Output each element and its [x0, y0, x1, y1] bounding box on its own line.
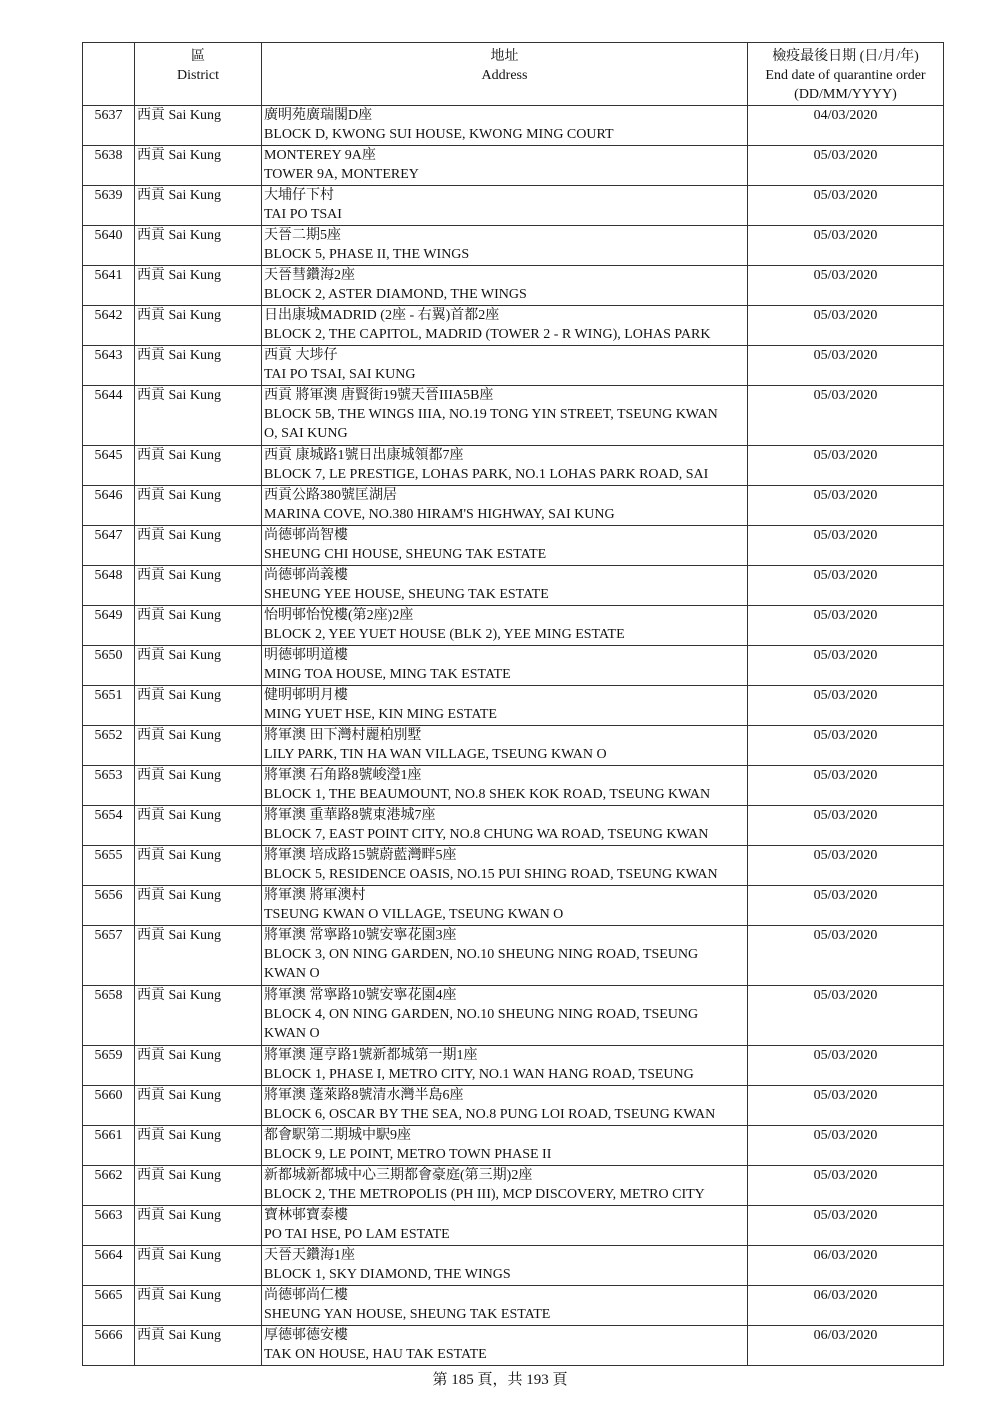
table-row [83, 1326, 944, 1366]
row-address [262, 606, 748, 646]
address-line: 寶林邨寶泰樓 [264, 1208, 348, 1223]
row-address [262, 806, 748, 846]
row-quarantine-end-date: 05/03/2020 [748, 226, 944, 266]
row-number: 5663 [83, 1206, 135, 1246]
row-address [262, 226, 748, 266]
row-district: 西貢 Sai Kung [135, 486, 262, 526]
row-number: 5641 [83, 266, 135, 306]
table-row [83, 846, 944, 886]
address-line: 新都城新都城中心三期都會豪庭(第三期)2座 [264, 1168, 533, 1183]
row-quarantine-end-date: 06/03/2020 [748, 1246, 944, 1286]
address-line: 將軍澳 培成路15號蔚藍灣畔5座 [264, 848, 457, 863]
row-quarantine-end-date: 05/03/2020 [748, 726, 944, 766]
address-line: BLOCK 1, THE BEAUMOUNT, NO.8 SHEK KOK ROAD, TSEUNG KWAN [264, 787, 711, 802]
row-address [262, 886, 748, 926]
row-address [262, 186, 748, 226]
row-number: 5651 [83, 686, 135, 726]
header-address [262, 43, 748, 106]
row-district: 西貢 Sai Kung [135, 106, 262, 146]
row-quarantine-end-date: 05/03/2020 [748, 1166, 944, 1206]
row-quarantine-end-date: 05/03/2020 [748, 1086, 944, 1126]
address-line: BLOCK 2, YEE YUET HOUSE (BLK 2), YEE MING ESTATE [264, 627, 625, 642]
row-number: 5639 [83, 186, 135, 226]
row-district: 西貢 Sai Kung [135, 306, 262, 346]
row-address [262, 1086, 748, 1126]
row-district: 西貢 Sai Kung [135, 1126, 262, 1166]
address-line: SHEUNG YAN HOUSE, SHEUNG TAK ESTATE [264, 1307, 551, 1322]
address-line: KWAN O [264, 1026, 320, 1041]
address-line: TOWER 9A, MONTEREY [264, 167, 419, 182]
row-address [262, 106, 748, 146]
address-line: O, SAI KUNG [264, 426, 348, 441]
row-address [262, 646, 748, 686]
row-address [262, 1246, 748, 1286]
address-line: 尚德邨尚智樓 [264, 528, 348, 543]
row-district: 西貢 Sai Kung [135, 1206, 262, 1246]
row-number: 5653 [83, 766, 135, 806]
row-district: 西貢 Sai Kung [135, 886, 262, 926]
row-number: 5664 [83, 1246, 135, 1286]
header-date-zh: 檢疫最後日期 (日/月/年) [772, 49, 919, 64]
table-row [83, 1046, 944, 1086]
address-line: BLOCK 2, THE CAPITOL, MADRID (TOWER 2 - R WING), LOHAS PARK [264, 327, 711, 342]
address-line: BLOCK 7, EAST POINT CITY, NO.8 CHUNG WA ROAD, TSEUNG KWAN [264, 827, 709, 842]
address-line: KWAN O [264, 966, 320, 981]
table-row [83, 526, 944, 566]
row-address [262, 766, 748, 806]
row-address [262, 1126, 748, 1166]
row-address [262, 1286, 748, 1326]
address-line: 天晉彗鑽海2座 [264, 268, 355, 283]
row-address [262, 1206, 748, 1246]
address-line: 尚德邨尚義樓 [264, 568, 348, 583]
address-line: TAK ON HOUSE, HAU TAK ESTATE [264, 1347, 487, 1362]
address-line: BLOCK 7, LE PRESTIGE, LOHAS PARK, NO.1 LOHAS PARK ROAD, SAI [264, 467, 709, 482]
row-number: 5654 [83, 806, 135, 846]
row-district: 西貢 Sai Kung [135, 686, 262, 726]
row-district: 西貢 Sai Kung [135, 606, 262, 646]
row-quarantine-end-date: 06/03/2020 [748, 1286, 944, 1326]
table-row [83, 486, 944, 526]
table-row [83, 1206, 944, 1246]
row-district: 西貢 Sai Kung [135, 266, 262, 306]
row-number: 5642 [83, 306, 135, 346]
row-number: 5661 [83, 1126, 135, 1166]
table-row [83, 686, 944, 726]
address-line: LILY PARK, TIN HA WAN VILLAGE, TSEUNG KWAN O [264, 747, 607, 762]
row-quarantine-end-date: 05/03/2020 [748, 526, 944, 566]
table-row [83, 146, 944, 186]
header-district [135, 43, 262, 106]
address-line: BLOCK 5, PHASE II, THE WINGS [264, 247, 470, 262]
table-header-row [83, 43, 944, 106]
address-line: 將軍澳 重華路8號東港城7座 [264, 808, 436, 823]
address-line: SHEUNG YEE HOUSE, SHEUNG TAK ESTATE [264, 587, 549, 602]
row-number: 5662 [83, 1166, 135, 1206]
address-line: 西貢公路380號匡湖居 [264, 488, 397, 503]
row-number: 5649 [83, 606, 135, 646]
row-quarantine-end-date: 05/03/2020 [748, 806, 944, 846]
address-line: 將軍澳 運亨路1號新都城第一期1座 [264, 1048, 478, 1063]
row-quarantine-end-date: 05/03/2020 [748, 886, 944, 926]
address-line: PO TAI HSE, PO LAM ESTATE [264, 1227, 450, 1242]
table-row [83, 986, 944, 1046]
table-row [83, 1166, 944, 1206]
row-address [262, 986, 748, 1046]
table-row [83, 566, 944, 606]
table-row [83, 1086, 944, 1126]
row-quarantine-end-date: 05/03/2020 [748, 986, 944, 1046]
row-number: 5665 [83, 1286, 135, 1326]
row-quarantine-end-date: 05/03/2020 [748, 1126, 944, 1166]
row-address [262, 146, 748, 186]
row-number: 5646 [83, 486, 135, 526]
row-address [262, 686, 748, 726]
row-address [262, 1166, 748, 1206]
address-line: 將軍澳 將軍澳村 [264, 888, 366, 903]
address-line: BLOCK D, KWONG SUI HOUSE, KWONG MING COURT [264, 127, 614, 142]
row-address [262, 386, 748, 446]
row-district: 西貢 Sai Kung [135, 646, 262, 686]
address-line: 大埔仔下村 [264, 188, 334, 203]
row-district: 西貢 Sai Kung [135, 726, 262, 766]
table-row [83, 646, 944, 686]
row-district: 西貢 Sai Kung [135, 1326, 262, 1366]
table-row [83, 766, 944, 806]
address-line: 廣明苑廣瑞閣D座 [264, 108, 373, 123]
row-address [262, 566, 748, 606]
row-number: 5660 [83, 1086, 135, 1126]
row-number: 5648 [83, 566, 135, 606]
row-district: 西貢 Sai Kung [135, 346, 262, 386]
header-district-en: District [177, 68, 219, 83]
address-line: TAI PO TSAI, SAI KUNG [264, 367, 416, 382]
table-row [83, 726, 944, 766]
address-line: BLOCK 5B, THE WINGS IIIA, NO.19 TONG YIN STREET, TSEUNG KWAN [264, 407, 718, 422]
address-line: MING YUET HSE, KIN MING ESTATE [264, 707, 497, 722]
address-line: BLOCK 3, ON NING GARDEN, NO.10 SHEUNG NING ROAD, TSEUNG [264, 947, 699, 962]
row-number: 5655 [83, 846, 135, 886]
row-number: 5644 [83, 386, 135, 446]
quarantine-table [82, 42, 944, 1366]
header-date-en: End date of quarantine order [765, 68, 926, 83]
address-line: 天晉二期5座 [264, 228, 341, 243]
row-district: 西貢 Sai Kung [135, 1046, 262, 1086]
address-line: 將軍澳 常寧路10號安寧花園3座 [264, 928, 457, 943]
row-quarantine-end-date: 05/03/2020 [748, 306, 944, 346]
row-district: 西貢 Sai Kung [135, 806, 262, 846]
row-address [262, 346, 748, 386]
row-number: 5652 [83, 726, 135, 766]
address-line: 西貢 將軍澳 唐賢街19號天晉IIIA5B座 [264, 388, 494, 403]
table-row [83, 1286, 944, 1326]
address-line: MING TOA HOUSE, MING TAK ESTATE [264, 667, 511, 682]
row-address [262, 486, 748, 526]
row-quarantine-end-date: 06/03/2020 [748, 1326, 944, 1366]
row-address [262, 446, 748, 486]
row-quarantine-end-date: 05/03/2020 [748, 566, 944, 606]
table-row [83, 226, 944, 266]
row-number: 5666 [83, 1326, 135, 1366]
row-quarantine-end-date: 05/03/2020 [748, 686, 944, 726]
row-district: 西貢 Sai Kung [135, 846, 262, 886]
address-line: 將軍澳 石角路8號峻瀅1座 [264, 768, 422, 783]
address-line: BLOCK 9, LE POINT, METRO TOWN PHASE II [264, 1147, 552, 1162]
row-quarantine-end-date: 05/03/2020 [748, 1206, 944, 1246]
row-district: 西貢 Sai Kung [135, 566, 262, 606]
row-district: 西貢 Sai Kung [135, 446, 262, 486]
row-number: 5645 [83, 446, 135, 486]
row-quarantine-end-date: 05/03/2020 [748, 386, 944, 446]
table-row [83, 446, 944, 486]
row-district: 西貢 Sai Kung [135, 1246, 262, 1286]
address-line: 將軍澳 蓬萊路8號清水灣半島6座 [264, 1088, 464, 1103]
row-address [262, 266, 748, 306]
address-line: BLOCK 1, PHASE I, METRO CITY, NO.1 WAN HANG ROAD, TSEUNG [264, 1067, 694, 1082]
address-line: 明德邨明道樓 [264, 648, 348, 663]
row-number: 5650 [83, 646, 135, 686]
row-number: 5658 [83, 986, 135, 1046]
header-date-format: (DD/MM/YYYY) [794, 87, 897, 102]
row-number: 5638 [83, 146, 135, 186]
row-quarantine-end-date: 05/03/2020 [748, 1046, 944, 1086]
row-address [262, 926, 748, 986]
row-district: 西貢 Sai Kung [135, 766, 262, 806]
row-district: 西貢 Sai Kung [135, 386, 262, 446]
row-quarantine-end-date: 05/03/2020 [748, 766, 944, 806]
row-address [262, 846, 748, 886]
address-line: BLOCK 2, ASTER DIAMOND, THE WINGS [264, 287, 527, 302]
row-quarantine-end-date: 04/03/2020 [748, 106, 944, 146]
header-address-zh: 地址 [490, 49, 519, 64]
row-address [262, 1046, 748, 1086]
address-line: 西貢 康城路1號日出康城領都7座 [264, 448, 464, 463]
address-line: 怡明邨怡悅樓(第2座)2座 [264, 608, 414, 623]
row-quarantine-end-date: 05/03/2020 [748, 266, 944, 306]
header-address-en: Address [481, 68, 528, 83]
row-quarantine-end-date: 05/03/2020 [748, 646, 944, 686]
row-district: 西貢 Sai Kung [135, 986, 262, 1046]
row-district: 西貢 Sai Kung [135, 226, 262, 266]
table-row [83, 1246, 944, 1286]
address-line: TSEUNG KWAN O VILLAGE, TSEUNG KWAN O [264, 907, 564, 922]
row-district: 西貢 Sai Kung [135, 926, 262, 986]
address-line: MONTEREY 9A座 [264, 148, 376, 163]
address-line: 都會駅第二期城中駅9座 [264, 1128, 411, 1143]
address-line: BLOCK 6, OSCAR BY THE SEA, NO.8 PUNG LOI ROAD, TSEUNG KWAN [264, 1107, 716, 1122]
address-line: 厚德邨德安樓 [264, 1328, 348, 1343]
table-row [83, 306, 944, 346]
row-address [262, 1326, 748, 1366]
row-district: 西貢 Sai Kung [135, 1166, 262, 1206]
row-quarantine-end-date: 05/03/2020 [748, 926, 944, 986]
page-number: 第 185 頁，共 193 頁 [432, 1372, 568, 1388]
table-row [83, 1126, 944, 1166]
address-line: BLOCK 5, RESIDENCE OASIS, NO.15 PUI SHING ROAD, TSEUNG KWAN [264, 867, 718, 882]
row-number: 5657 [83, 926, 135, 986]
table-row [83, 266, 944, 306]
table-row [83, 926, 944, 986]
table-row [83, 606, 944, 646]
header-date [748, 43, 944, 106]
row-district: 西貢 Sai Kung [135, 1286, 262, 1326]
table-row [83, 806, 944, 846]
address-line: 尚德邨尚仁樓 [264, 1288, 348, 1303]
address-line: 將軍澳 常寧路10號安寧花園4座 [264, 988, 457, 1003]
row-district: 西貢 Sai Kung [135, 1086, 262, 1126]
address-line: 將軍澳 田下灣村麗柏別墅 [264, 728, 422, 743]
table-row [83, 186, 944, 226]
row-quarantine-end-date: 05/03/2020 [748, 846, 944, 886]
address-line: 西貢 大埗仔 [264, 348, 338, 363]
row-number: 5637 [83, 106, 135, 146]
address-line: 健明邨明月樓 [264, 688, 348, 703]
row-quarantine-end-date: 05/03/2020 [748, 486, 944, 526]
row-number: 5659 [83, 1046, 135, 1086]
table-row [83, 106, 944, 146]
row-address [262, 306, 748, 346]
address-line: TAI PO TSAI [264, 207, 342, 222]
row-number: 5656 [83, 886, 135, 926]
row-address [262, 526, 748, 566]
address-line: BLOCK 2, THE METROPOLIS (PH III), MCP DISCOVERY, METRO CITY [264, 1187, 705, 1202]
row-address [262, 726, 748, 766]
table-row [83, 886, 944, 926]
address-line: 天晉天鑽海1座 [264, 1248, 355, 1263]
row-quarantine-end-date: 05/03/2020 [748, 186, 944, 226]
row-district: 西貢 Sai Kung [135, 146, 262, 186]
row-quarantine-end-date: 05/03/2020 [748, 146, 944, 186]
row-quarantine-end-date: 05/03/2020 [748, 446, 944, 486]
row-district: 西貢 Sai Kung [135, 186, 262, 226]
address-line: MARINA COVE, NO.380 HIRAM'S HIGHWAY, SAI KUNG [264, 507, 615, 522]
row-district: 西貢 Sai Kung [135, 526, 262, 566]
header-district-zh: 區 [191, 49, 205, 64]
row-quarantine-end-date: 05/03/2020 [748, 606, 944, 646]
row-quarantine-end-date: 05/03/2020 [748, 346, 944, 386]
table-body [83, 106, 944, 1366]
quarantine-table-sheet [82, 42, 943, 1366]
row-number: 5643 [83, 346, 135, 386]
address-line: BLOCK 4, ON NING GARDEN, NO.10 SHEUNG NING ROAD, TSEUNG [264, 1007, 699, 1022]
row-number: 5647 [83, 526, 135, 566]
table-row [83, 386, 944, 446]
table-row [83, 346, 944, 386]
address-line: 日出康城MADRID (2座 - 右翼)首都2座 [264, 308, 500, 323]
address-line: SHEUNG CHI HOUSE, SHEUNG TAK ESTATE [264, 547, 547, 562]
row-number: 5640 [83, 226, 135, 266]
header-number [83, 43, 135, 106]
address-line: BLOCK 1, SKY DIAMOND, THE WINGS [264, 1267, 511, 1282]
